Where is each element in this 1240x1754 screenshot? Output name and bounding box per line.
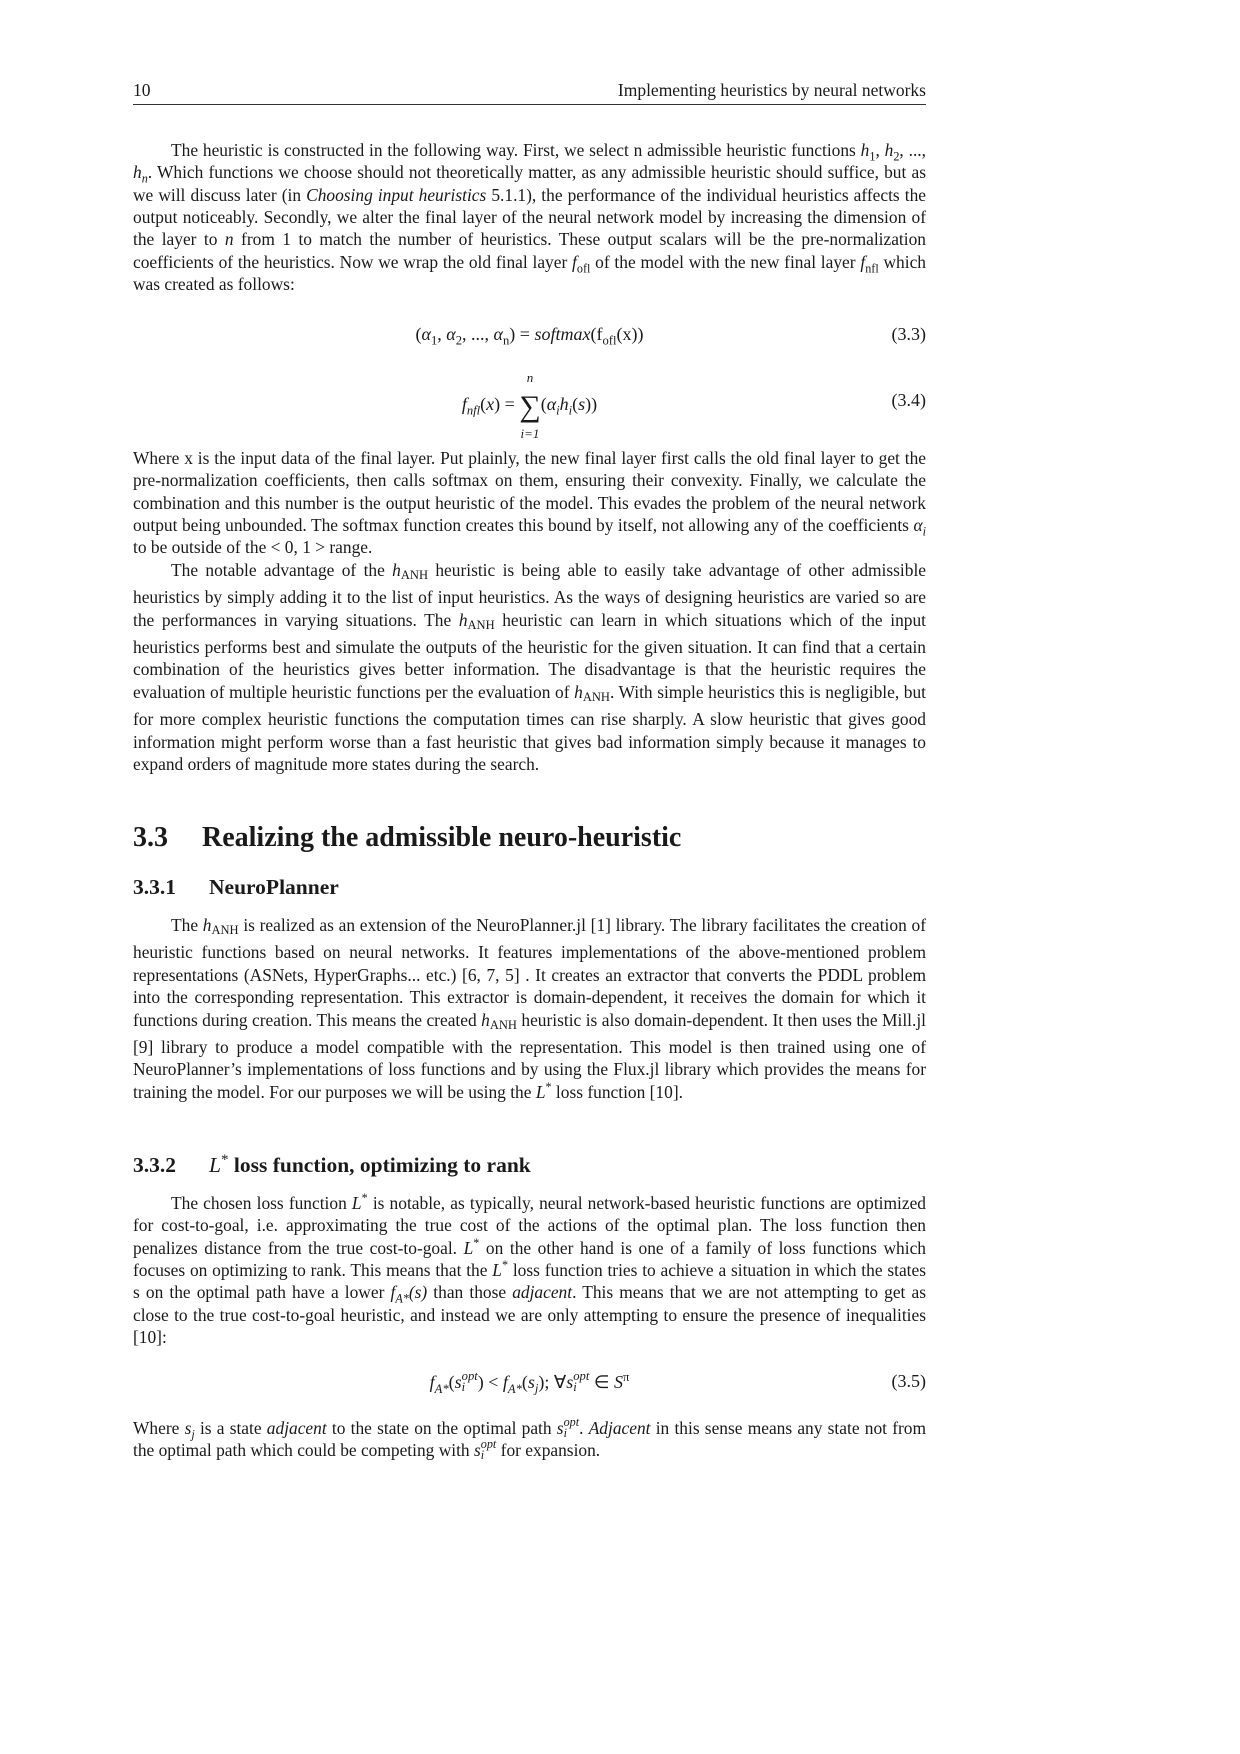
page-number: 10 <box>133 80 151 100</box>
text: on the other hand is one of a family of loss functions which focuses on optimizing to rank. This means that the <box>133 1237 926 1281</box>
text: . This means that we are not attempting to get as close to the true cost-to-goal heuristic, and instead we are only attempting to ensure the presence of inequalities [10]: <box>133 1282 926 1348</box>
text: . <box>579 1418 589 1438</box>
text: . With simple heuristics this is negligible, but for more complex heuristic functions the computation times can rise sharply. A slow heuristic that gives good information might perform worse than a fast heuristic that gives bad information simply because it manages to expand orders of magnitude more states during the search. <box>133 681 926 774</box>
paragraph-neuroplanner: The hANH is realized as an extension of the NeuroPlanner.jl [1] library. The library facilitates the creation of heuristic functions based on neural networks. It features implementations of the above-mentioned problem representations (ASNets, HyperGraphs... etc.) [6, 7, 5] . It creates an extractor that converts the PDDL problem into the corresponding representation. This extractor is domain-dependent, it receives the domain for which it functions during creation. This means the created hANH heuristic is also domain-dependent. It then uses the Mill.jl [9] library to produce a model compatible with the representation. This model is then trained using one of NeuroPlanner’s implementations of loss functions and by using the Flux.jl library which provides the means for training the model. For our purposes we will be using the L* loss function [10]. <box>133 915 926 1102</box>
section-number: 3.3.2 <box>133 1153 176 1177</box>
text: is notable, as typically, neural network-based heuristic functions are optimized for cost-to-goal, i.e. approximating the true cost of the actions of the optimal plan. The loss function then penalizes distance from the true cost-to-goal. <box>133 1193 926 1258</box>
summation-symbol: ∑ n i=1 <box>519 370 541 441</box>
section-title: NeuroPlanner <box>209 875 339 899</box>
text: of the model with the new final layer <box>590 251 861 272</box>
section-number: 3.3.1 <box>133 875 176 899</box>
paragraph-loss-function: The chosen loss function L* is notable, as typically, neural network-based heuristic functions are optimized for cost-to-goal, i.e. approximating the true cost of the actions of the optimal plan. The loss function then penalizes distance from the true cost-to-goal. L* on the other hand is one of a family of loss functions which focuses on optimizing to rank. This means that the L* loss function tries to achieve a situation in which the states s on the optimal path have a lower $f_{A*}(s)$ than those adjacent. This means that we are not attempting to get as close to the true cost-to-goal heuristic, and instead we are only attempting to ensure the presence of inequalities [10]: <box>133 1191 926 1348</box>
equation-3-4 <box>133 370 926 441</box>
text: from 1 to match the number of heuristics. These output scalars will be the pre-normalization coefficients of the heuristics. Now we wrap the old final layer <box>133 229 926 272</box>
math-f: f <box>572 251 577 272</box>
paragraph-explanation: Where x is the input data of the final layer. Put plainly, the new final layer first calls the old final layer to get the pre-normalization coefficients, then calls softmax on them, ensuring their convexity. Finally, we calculate the combination and this number is the output heuristic of the model. This evades the problem of the neural network output being unbounded. The softmax function creates this bound by itself, not allowing any of the coefficients $\alpha_i$ to be outside of the < 0, 1 > range. The notable advantage of the hANH heuristic is being able to easily take advantage of other admissible heuristics by simply adding it to the list of input heuristics. As the ways of designing heuristics are varied so are the performances in varying situations. The hANH heuristic can learn in which situations which of the input heuristics performs best and simulate the outputs of the heuristic for the given situation. It can find that a certain combination of the heuristics gives better information. The disadvantage is that the heuristic requires the evaluation of multiple heuristic functions per the evaluation of hANH. With simple heuristics this is negligible, but for more complex heuristic functions the computation times can rise sharply. A slow heuristic that gives good information might perform worse than a fast heuristic that gives bad information simply because it manages to expand orders of magnitude more states during the search. <box>133 448 927 774</box>
math-f: f <box>860 251 866 272</box>
math-n: n <box>224 229 234 250</box>
text: for expansion. <box>496 1440 601 1461</box>
running-header <box>133 80 926 105</box>
text: which was created as follows: <box>133 251 926 295</box>
text: Where <box>133 1418 185 1438</box>
subsection-heading-3-3-2: 3.3.2 L* loss function, optimizing to rank <box>133 1151 531 1177</box>
text: is a state <box>194 1418 267 1438</box>
math-L: L <box>209 1153 221 1177</box>
text: The heuristic is constructed in the following way. First, we select n admissible heuristic functions <box>171 140 861 160</box>
math-alpha: α <box>913 515 923 536</box>
section-title: loss function, optimizing to rank <box>228 1153 531 1177</box>
text: heuristic is also domain-dependent. It then uses the Mill.jl [9] library to produce a model compatible with the representation. This model is then trained using one of NeuroPlanner’s implementations of loss functions and by using the Flux.jl library which provides the means for training the model. For our purposes we will be using the <box>133 1009 926 1102</box>
math-sub: nfl <box>865 261 879 276</box>
text: 5.1.1), the performance of the individual heuristics affects the output noticeably. Secondly, we alter the final layer of the neural network model by increasing the dimension of the layer to <box>133 184 926 250</box>
equation-3-5 <box>133 1371 926 1401</box>
text: The chosen loss function <box>171 1193 352 1213</box>
text: in this sense means any state not from the optimal path which could be competing with <box>133 1418 926 1461</box>
section-heading-3-3 <box>133 822 681 854</box>
text: heuristic is being able to easily take advantage of other admissible heuristics by simply adding it to the list of input heuristics. As the ways of designing heuristics are varied so are the performances in varying situations. The <box>133 559 927 630</box>
section-number: 3.3 <box>133 822 168 853</box>
equation-number: (3.5) <box>891 1371 926 1391</box>
paragraph-adjacent: Where $s_j$ is a state adjacent to the state on the optimal path s opt i . Adjacent in this sense means any state not from the optimal path which could be competing with s opt i for expansion. <box>133 1415 926 1463</box>
subsection-heading-3-3-1 <box>133 875 339 900</box>
cross-reference[interactable]: Choosing input heuristics <box>306 184 487 205</box>
text: loss function tries to achieve a situation in which the states s on the optimal path have a lower <box>133 1260 926 1303</box>
equation-number: (3.4) <box>891 390 926 410</box>
equation-3-3 <box>133 324 926 354</box>
equation-body: ($\alpha_1$, $\alpha_2$, ..., $\alpha_n$) = $softmax(f_{ofl}(x))$ <box>415 324 644 348</box>
equation-body: $f_{A*}(s$ opt i ) < $f_{A*}(s_j)$; ∀s opt i ∈ $S^\pi$ <box>429 1369 630 1396</box>
text: loss function [10]. <box>551 1081 683 1102</box>
text: is realized as an extension of the NeuroPlanner.jl [1] library. The library facilitates the creation of heuristic functions based on neural networks. It features implementations of the above-mentioned problem representations (ASNets, HyperGraphs... etc.) [6, 7, 5] . It creates an extractor that converts the PDDL problem into the corresponding representation. This extractor is domain-dependent, it receives the domain for which it functions during creation. This means the created <box>133 915 926 1030</box>
equation-number: (3.3) <box>891 324 926 344</box>
equation-body: $f_{nfl}(x)$ = ∑ n i=1 $(\alpha_ih_i(s))$ <box>461 370 598 441</box>
text: to be outside of the < 0, 1 > range. <box>133 537 373 558</box>
math-sub: ofl <box>576 261 591 276</box>
text: The <box>171 915 203 935</box>
text: . Which functions we choose should not theoretically matter, as any admissible heuristic should suffice, but as we will discuss later (in <box>133 162 926 205</box>
text: Where x is the input data of the final layer. Put plainly, the new final layer first calls the old final layer to get the pre-normalization coefficients, then calls softmax on them, ensuring their convexity. Finally, we calculate the combination and this number is the output heuristic of the model. This evades the problem of the neural network output being unbounded. The softmax function creates this bound by itself, not allowing any of the coefficients <box>133 448 926 536</box>
section-title: Realizing the admissible neuro-heuristic <box>202 822 682 853</box>
text: than those <box>427 1282 513 1303</box>
text: to the state on the optimal path <box>326 1418 557 1438</box>
running-title: Implementing heuristics by neural networks <box>617 80 926 100</box>
text: The notable advantage of the <box>171 559 393 580</box>
paragraph-construction: The heuristic is constructed in the following way. First, we select n admissible heuristic functions $h_1$, $h_2$, ..., $h_n$. Which functions we choose should not theoretically matter, as any admissible heuristic should suffice, but as we will discuss later (in Choosing input heuristics 5.1.1), the performance of the individual heuristics affects the output noticeably. Secondly, we alter the final layer of the neural network model by increasing the dimension of the layer to n from 1 to match the number of heuristics. These output scalars will be the pre-normalization coefficients of the heuristics. Now we wrap the old final layer $f_{ofl}$ of the model with the new final layer $f_{nfl}$ which was created as follows: <box>133 140 926 295</box>
text: heuristic can learn in which situations which of the input heuristics performs best and simulate the outputs of the heuristic for the given situation. It can find that a certain combination of the heuristics gives better information. The disadvantage is that the heuristic requires the evaluation of multiple heuristic functions per the evaluation of <box>133 609 926 702</box>
